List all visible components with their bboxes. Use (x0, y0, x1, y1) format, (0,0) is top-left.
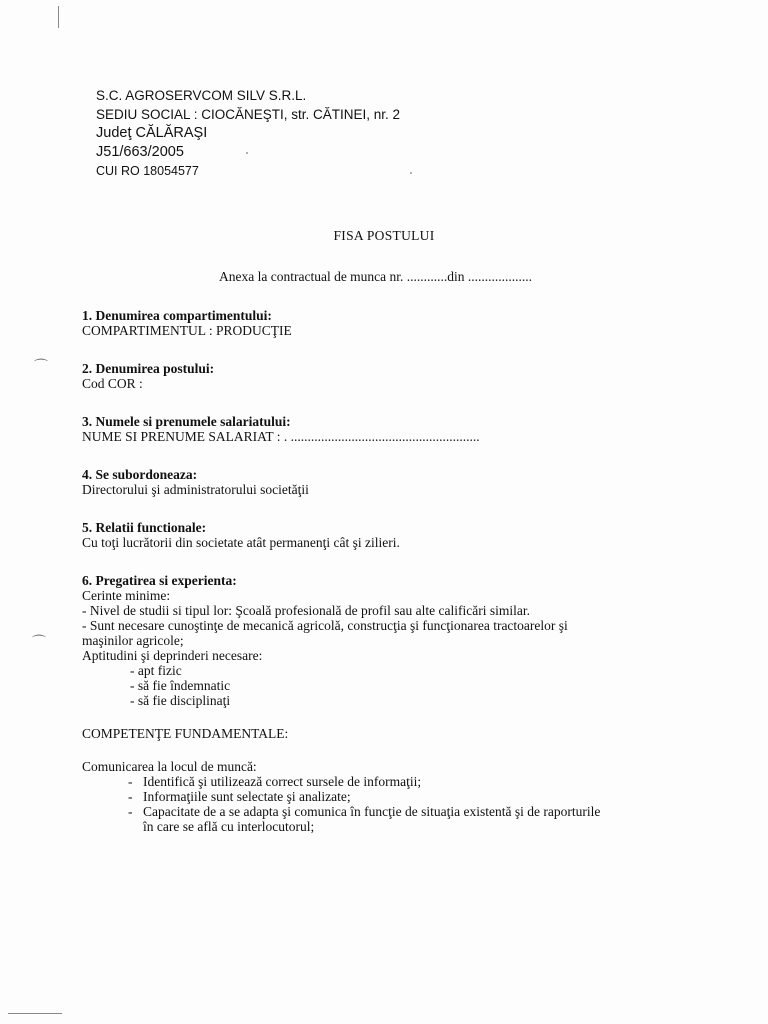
scan-speck (410, 172, 412, 174)
scan-mark-left-2: ⌒ (32, 635, 46, 651)
requirements-label: Cerinte minime: (82, 588, 171, 603)
section-4-heading: 4. Se subordoneaza: (82, 467, 198, 482)
spacer (82, 741, 702, 759)
section-2-value: Cod COR : (82, 376, 143, 391)
section-3-value: NUME SI PRENUME SALARIAT : . ........................................................ (82, 429, 480, 444)
list-item (82, 804, 702, 834)
section-6-heading: 6. Pregatirea si experienta: (82, 573, 237, 588)
list-item-text: Identifică şi utilizează correct sursele de informaţii; (143, 774, 422, 789)
section-1 (82, 308, 702, 338)
section-3 (82, 414, 702, 444)
document-body (82, 308, 702, 834)
competences-list (82, 774, 702, 834)
requirement-item: - Sunt necesare cunoştinţe de mecanică agricolă, construcţia şi funcţionarea tractoarelor şi (82, 618, 568, 633)
company-address: SEDIU SOCIAL : CIOCĂNEŞTI, str. CĂTINEI, nr. 2 (96, 107, 401, 122)
bullet-dash: - (128, 774, 133, 789)
section-4-value: Directorului şi administratorului societăţii (82, 482, 309, 497)
requirement-item: - Nivel de studii si tipul lor: Şcoală profesională de profil sau alte calificări similar. (82, 603, 530, 618)
scan-mark-bottom (8, 1013, 62, 1014)
company-name: S.C. AGROSERVCOM SILV S.R.L. (96, 88, 307, 103)
company-county: Judeţ CĂLĂRAŞI (96, 125, 208, 141)
page-title: FISA POSTULUI (333, 228, 435, 243)
list-item-text: Capacitate de a se adapta şi comunica în funcţie de situaţia existentă şi de raporturile (143, 804, 601, 819)
section-5 (82, 520, 702, 550)
aptitude-item: - apt fizic (130, 663, 182, 678)
competences-heading: COMPETENŢE FUNDAMENTALE: (82, 726, 289, 741)
aptitudes-label: Aptitudini şi deprinderi necesare: (82, 648, 263, 663)
section-5-value: Cu toţi lucrătorii din societate atât permanenţi cât şi zilieri. (82, 535, 400, 550)
section-5-heading: 5. Relatii functionale: (82, 520, 207, 535)
section-1-heading: 1. Denumirea compartimentului: (82, 308, 272, 323)
list-item (82, 774, 702, 789)
list-item-text-continued: în care se află cu interlocutorul; (143, 819, 315, 834)
aptitude-item: - să fie îndemnatic (130, 678, 231, 693)
company-header (96, 86, 400, 181)
bullet-dash: - (128, 804, 133, 819)
company-cui: CUI RO 18054577 (96, 164, 199, 178)
section-3-heading: 3. Numele si prenumele salariatului: (82, 414, 291, 429)
section-4 (82, 467, 702, 497)
scan-mark-top (58, 6, 59, 28)
competences-subheading: Comunicarea la locul de muncă: (82, 759, 257, 774)
requirement-item-continued: maşinilor agricole; (82, 633, 184, 648)
list-item-text: Informaţiile sunt selectate şi analizate; (143, 789, 351, 804)
section-1-value: COMPARTIMENTUL : PRODUCŢIE (82, 323, 292, 338)
company-registration: J51/663/2005 (96, 144, 184, 160)
list-item (82, 789, 702, 804)
bullet-dash: - (128, 789, 133, 804)
aptitude-item: - să fie disciplinaţi (130, 693, 231, 708)
section-2-heading: 2. Denumirea postului: (82, 361, 215, 376)
scan-mark-left-1: ⌒ (34, 359, 48, 375)
section-6 (82, 573, 702, 708)
section-2 (82, 361, 702, 391)
annex-line: Anexa la contractual de munca nr. ............din ................... (219, 269, 533, 284)
